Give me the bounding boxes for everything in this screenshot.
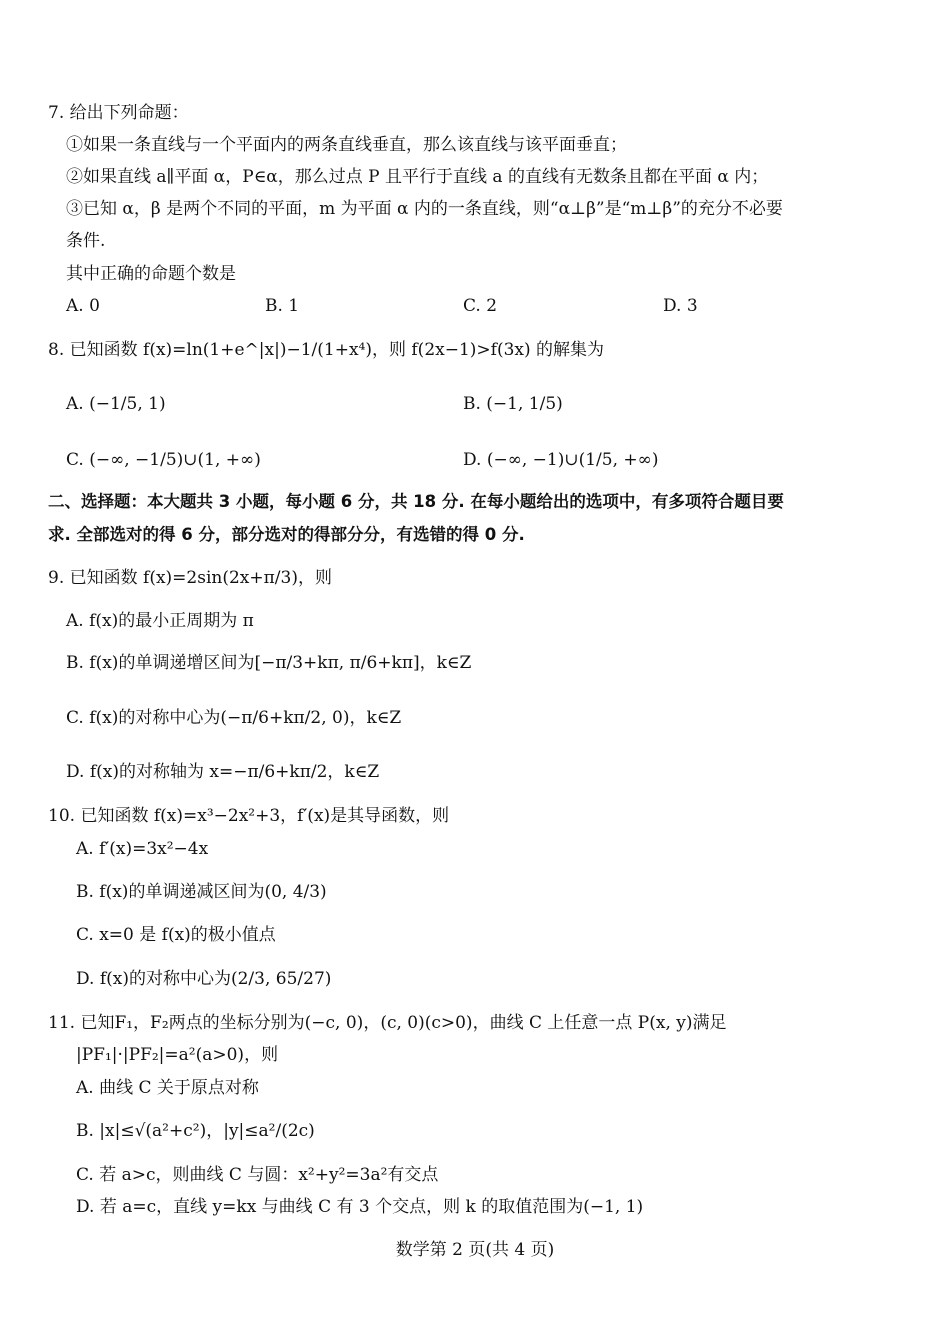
q11-option-c: C. 若 a>c，则曲线 C 与圆：x²+y²=3a²有交点: [76, 1165, 439, 1185]
q10-option-c: C. x=0 是 f(x)的极小值点: [76, 925, 276, 945]
q11-option-b: B. |x|≤√(a²+c²)，|y|≤a²/(2c): [76, 1121, 315, 1141]
page-footer: 数学第 2 页(共 4 页): [395, 1240, 555, 1260]
q7-option-d: D. 3: [663, 296, 698, 316]
q11-stem-line2: |PF₁|·|PF₂|=a²(a>0)，则: [76, 1045, 279, 1065]
q9-option-a: A. f(x)的最小正周期为 π: [66, 611, 254, 631]
q8-option-b: B. (−1, 1/5): [463, 394, 563, 414]
q7-option-b: B. 1: [265, 296, 300, 316]
q8-option-a: A. (−1/5, 1): [66, 394, 166, 414]
q7-proposition-1: ①如果一条直线与一个平面内的两条直线垂直，那么该直线与该平面垂直；: [66, 135, 627, 155]
q7-proposition-2: ②如果直线 a∥平面 α，P∈α，那么过点 P 且平行于直线 a 的直线有无数条且都在平面 α 内；: [66, 167, 769, 187]
q7-proposition-3-cont: 条件.: [66, 231, 106, 251]
q10-option-b: B. f(x)的单调递减区间为(0, 4/3): [76, 882, 327, 902]
q7-option-c: C. 2: [463, 296, 498, 316]
section-2-instructions: 求. 全部选对的得 6 分，部分选对的得部分分，有选错的得 0 分.: [48, 525, 525, 544]
q8-option-d: D. (−∞, −1)∪(1/5, +∞): [463, 450, 659, 470]
q11-option-d: D. 若 a=c，直线 y=kx 与曲线 C 有 3 个交点，则 k 的取值范围为(−1, 1): [76, 1197, 644, 1217]
q7-proposition-3: ③已知 α，β 是两个不同的平面，m 为平面 α 内的一条直线，则“α⊥β”是“m⊥β”的充分不必要: [66, 199, 783, 219]
section-2-heading: 二、选择题：本大题共 3 小题，每小题 6 分，共 18 分. 在每小题给出的选项中，有多项符合题目要: [48, 492, 784, 511]
q10-option-a: A. f′(x)=3x²−4x: [76, 839, 209, 859]
q11-stem-line1: 11. 已知F₁，F₂两点的坐标分别为(−c, 0)，(c, 0)(c>0)，曲线 C 上任意一点 P(x, y)满足: [48, 1013, 727, 1033]
q11-option-a: A. 曲线 C 关于原点对称: [76, 1078, 259, 1098]
q10-stem: 10. 已知函数 f(x)=x³−2x²+3，f′(x)是其导函数，则: [48, 806, 450, 826]
q9-stem: 9. 已知函数 f(x)=2sin(2x+π/3)，则: [48, 568, 332, 588]
q9-option-d: D. f(x)的对称轴为 x=−π/6+kπ/2，k∈Z: [66, 762, 380, 782]
q10-option-d: D. f(x)的对称中心为(2/3, 65/27): [76, 969, 332, 989]
q7-stem: 7. 给出下列命题：: [48, 103, 189, 123]
q7-question: 其中正确的命题个数是: [66, 264, 236, 284]
q8-stem: 8. 已知函数 f(x)=ln(1+e^|x|)−1/(1+x⁴)，则 f(2x−1)>f(3x) 的解集为: [48, 340, 605, 360]
q9-option-c: C. f(x)的对称中心为(−π/6+kπ/2, 0)，k∈Z: [66, 708, 402, 728]
q9-option-b: B. f(x)的单调递增区间为[−π/3+kπ, π/6+kπ]，k∈Z: [66, 653, 472, 673]
q8-option-c: C. (−∞, −1/5)∪(1, +∞): [66, 450, 261, 470]
q7-option-a: A. 0: [66, 296, 100, 316]
